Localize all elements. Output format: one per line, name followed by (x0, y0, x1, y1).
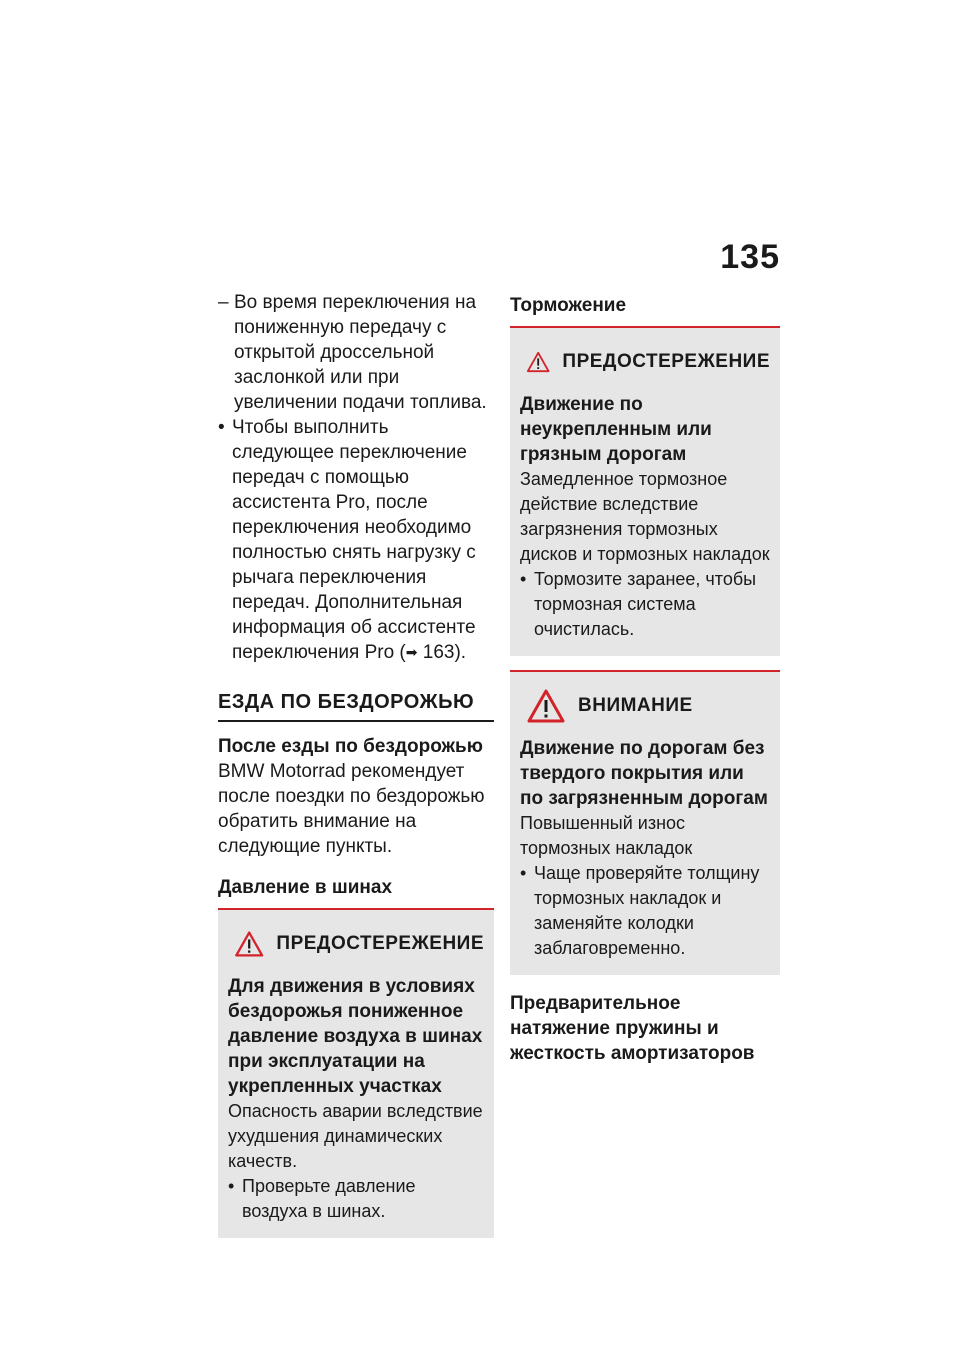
warning-label: ПРЕДОСТЕРЕЖЕНИЕ (562, 351, 770, 372)
warning-bullets (228, 1174, 484, 1224)
warning-title: Движение по неукрепленным или грязным дорогам (520, 394, 712, 465)
subsection-title: Торможение (510, 293, 780, 328)
list-item: • Чаще проверяйте толщину тормозных накладок и заменяйте колодки заблаговременно. (520, 863, 760, 958)
warning-box (510, 328, 780, 656)
section-title: ЕЗДА ПО БЕЗДОРОЖЬЮ (218, 691, 494, 722)
warning-label: ВНИМАНИЕ (578, 695, 693, 716)
warning-box (510, 672, 780, 975)
page-number: 135 (720, 238, 780, 276)
right-column (510, 290, 780, 1066)
list-item: – Во время переключения на пониженную передачу с открытой дроссельной заслонкой или при увеличении подачи топлива. (218, 292, 487, 413)
subsection-title: Предварительное натяжение пружины и жесткость амортизаторов (510, 993, 755, 1064)
left-column (218, 290, 494, 1238)
list-item: • Тормозите заранее, чтобы тормозная система очистилась. (520, 569, 757, 639)
arrow-right-icon: ➡ (405, 644, 418, 660)
warning-box (218, 910, 494, 1238)
warning-text: Опасность аварии вследствие ухудшения динамических качеств. (228, 1101, 483, 1171)
subsection-title: Давление в шинах (218, 875, 494, 910)
warning-triangle-icon (234, 926, 264, 962)
divider (510, 656, 780, 672)
list-item: • Проверьте давление воздуха в шинах. (228, 1176, 416, 1221)
intro-list (218, 290, 494, 665)
list-item: • Чтобы выполнить следующее переключение передач с помощью ассистента Pro, после переключения необходимо полностью снять нагрузку с рычага переключения передач. Дополнительная информация об ассистенте переключения Pro (➡ 163). (218, 417, 476, 663)
paragraph: BMW Motorrad рекомендует после поездки по бездорожью обратить внимание на следующие пункты. (218, 761, 485, 857)
warning-triangle-icon (526, 688, 566, 724)
warning-title: Движение по дорогам без твердого покрытия или по загрязненным дорогам (520, 738, 768, 809)
warning-text: Замедленное тормозное действие вследствие загрязнения тормозных дисков и тормозных накладок (520, 469, 770, 564)
warning-bullets (520, 567, 770, 642)
warning-title: Для движения в условиях бездорожья пониженное давление воздуха в шинах при эксплуатации на укрепленных участках (228, 976, 483, 1097)
subsection-title: После езды по бездорожью (218, 736, 483, 757)
warning-label: ПРЕДОСТЕРЕЖЕНИЕ (276, 933, 484, 954)
warning-triangle-icon (526, 344, 550, 380)
page-reference-link[interactable]: 163 (422, 642, 455, 663)
warning-bullets (520, 861, 770, 961)
warning-text: Повышенный износ тормозных накладок (520, 813, 693, 858)
